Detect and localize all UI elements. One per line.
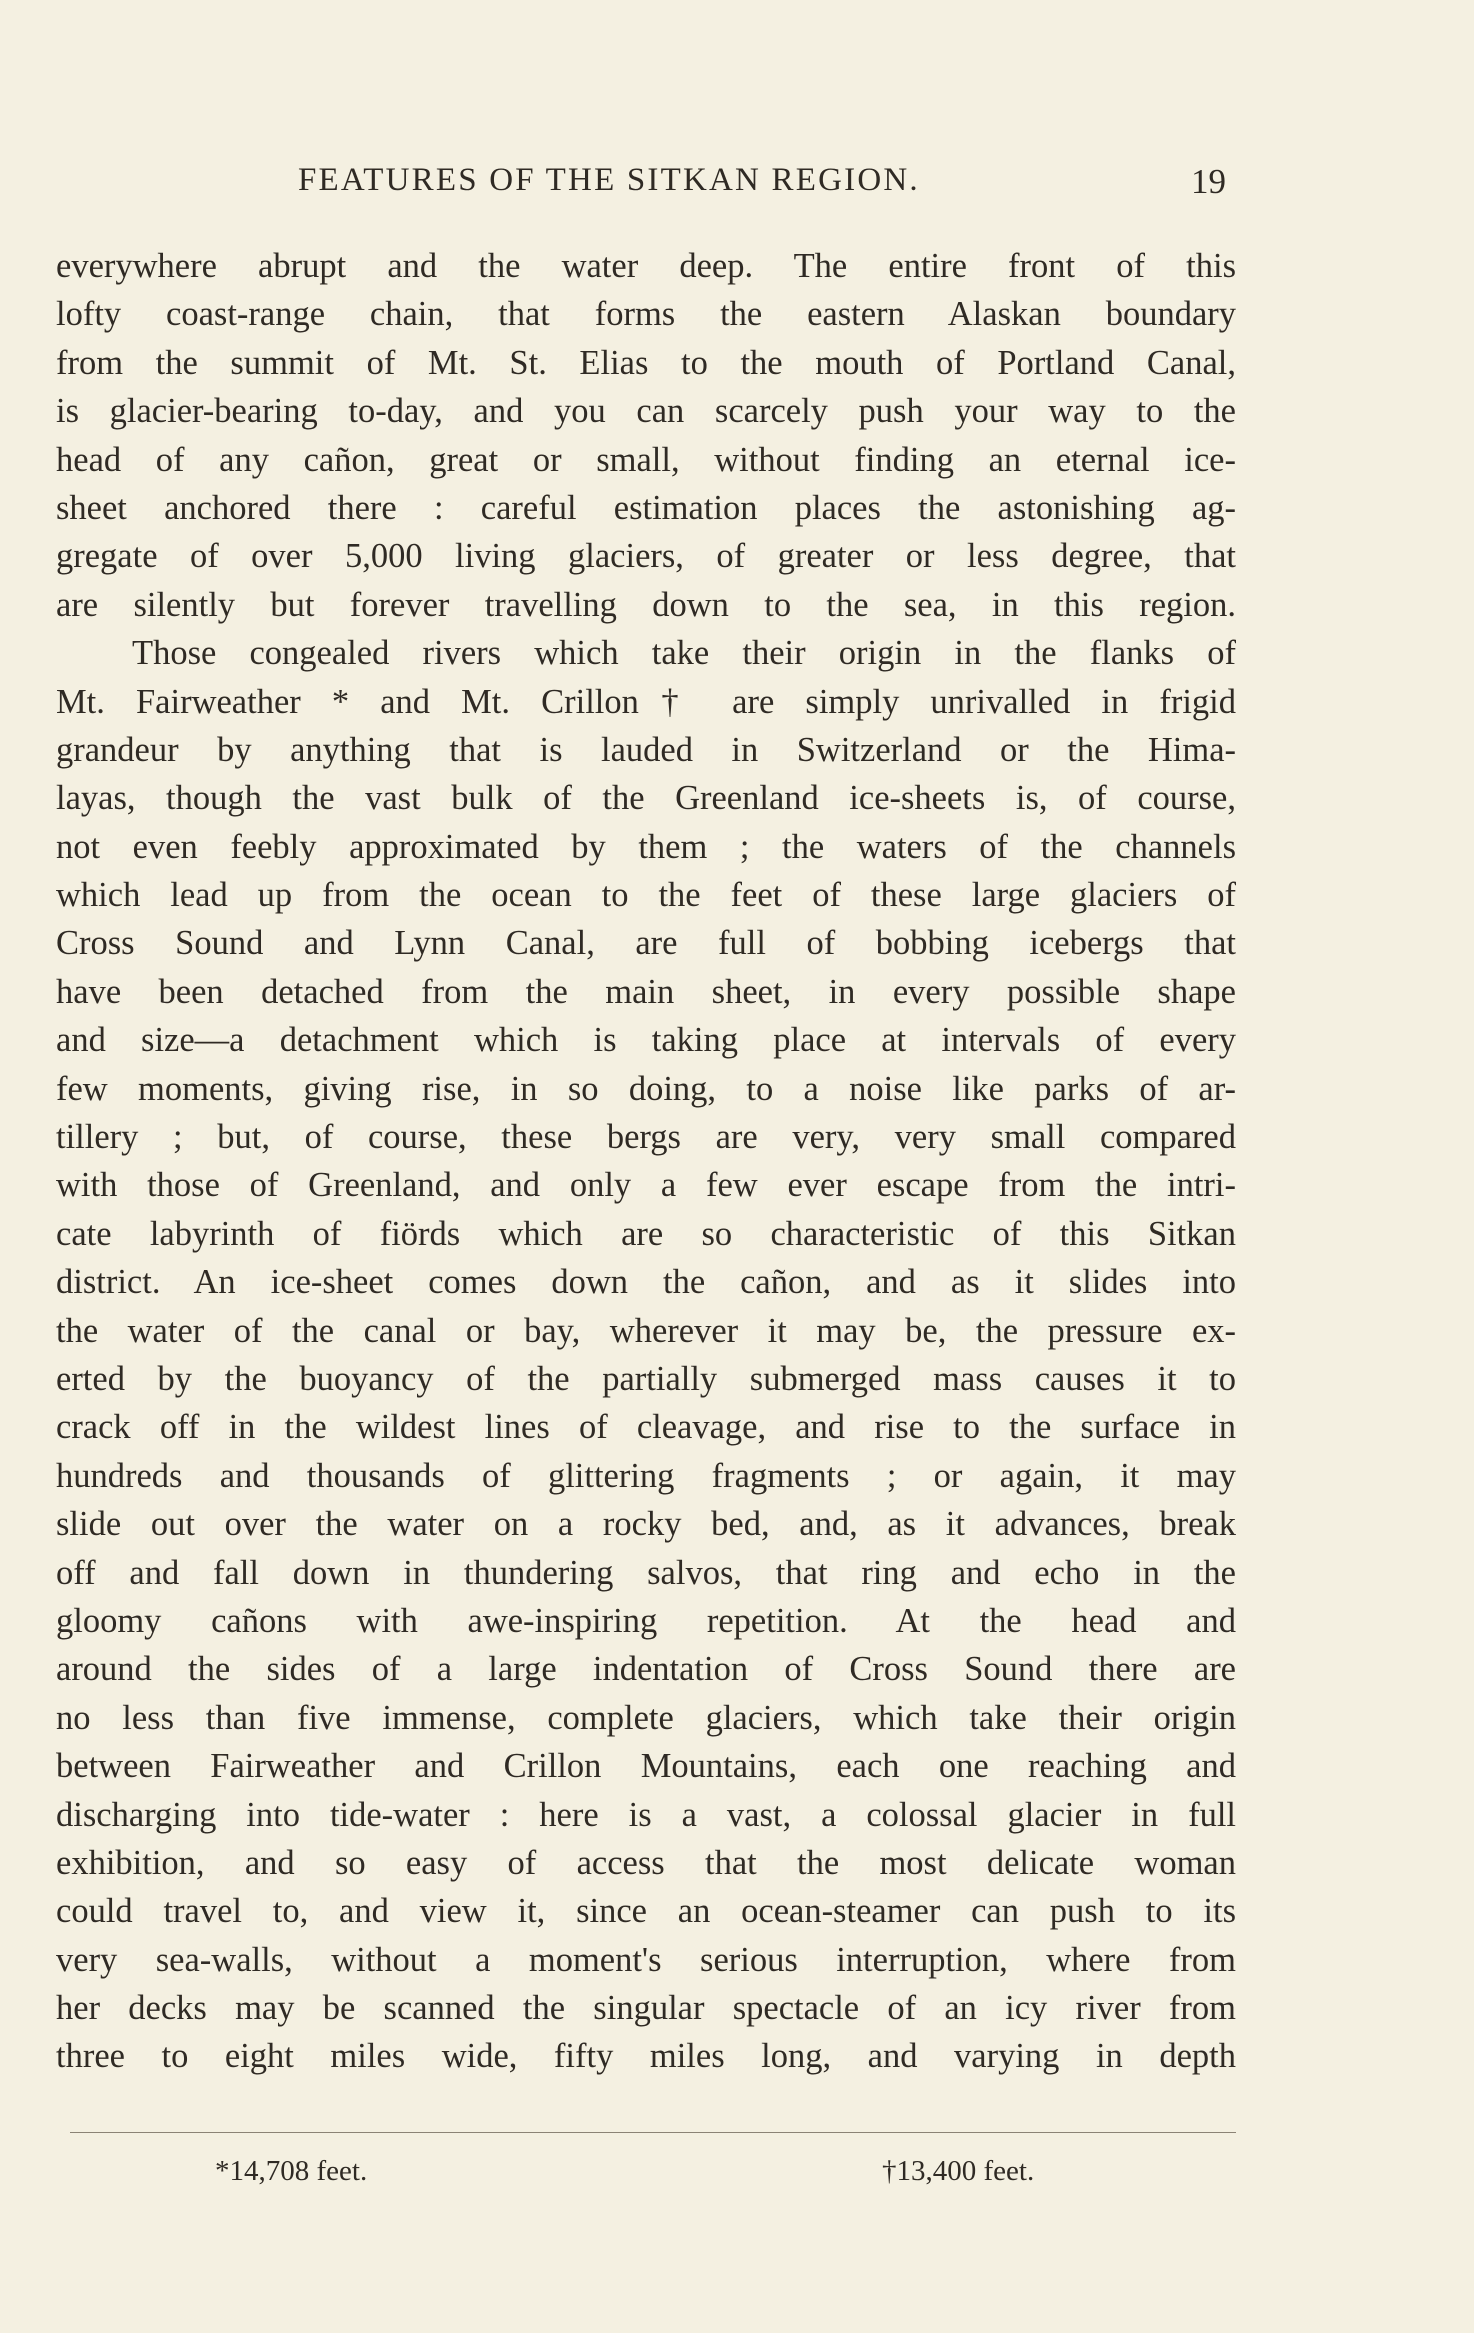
text-line: lofty coast-range chain, that forms the eastern Alaskan boundary bbox=[56, 295, 1236, 334]
text-line: three to eight miles wide, fifty miles long, and varying in depth bbox=[56, 2037, 1236, 2076]
text-line: Cross Sound and Lynn Canal, are full of bobbing icebergs that bbox=[56, 924, 1236, 963]
text-line: cate labyrinth of fiörds which are so characteristic of this Sitkan bbox=[56, 1214, 1236, 1253]
text-line: sheet anchored there : careful estimation places the astonishing ag- bbox=[56, 488, 1236, 527]
footnote-fairweather: *14,708 feet. bbox=[215, 2155, 368, 2187]
text-line: slide out over the water on a rocky bed, and, as it advances, break bbox=[56, 1505, 1236, 1544]
text-line: from the summit of Mt. St. Elias to the mouth of Portland Canal, bbox=[56, 343, 1236, 382]
text-line: no less than five immense, complete glaciers, which take their origin bbox=[56, 1698, 1236, 1737]
text-line: off and fall down in thundering salvos, that ring and echo in the bbox=[56, 1553, 1236, 1592]
body-text bbox=[56, 242, 1236, 2081]
text-line: Those congealed rivers which take their origin in the flanks of bbox=[132, 634, 1236, 673]
text-line: which lead up from the ocean to the feet of these large glaciers of bbox=[56, 876, 1236, 915]
text-line: around the sides of a large indentation of Cross Sound there are bbox=[56, 1650, 1236, 1689]
text-line: everywhere abrupt and the water deep. The entire front of this bbox=[56, 247, 1236, 285]
text-line: and size—a detachment which is taking place at intervals of every bbox=[56, 1021, 1236, 1060]
text-line: erted by the buoyancy of the partially submerged mass causes it to bbox=[56, 1359, 1236, 1398]
running-header bbox=[0, 162, 1474, 212]
text-line: gregate of over 5,000 living glaciers, of greater or less degree, that bbox=[56, 537, 1236, 576]
text-line: could travel to, and view it, since an ocean-steamer can push to its bbox=[56, 1892, 1236, 1931]
text-line: with those of Greenland, and only a few ever escape from the intri- bbox=[56, 1166, 1236, 1205]
text-line: very sea-walls, without a moment's serious interruption, where from bbox=[56, 1940, 1236, 1979]
text-line: tillery ; but, of course, these bergs are very, very small compared bbox=[56, 1118, 1236, 1157]
text-line: layas, though the vast bulk of the Greenland ice-sheets is, of course, bbox=[56, 779, 1236, 818]
text-line: her decks may be scanned the singular spectacle of an icy river from bbox=[56, 1989, 1236, 2028]
text-line: hundreds and thousands of glittering fragments ; or again, it may bbox=[56, 1456, 1236, 1495]
footnotes bbox=[0, 2155, 1474, 2195]
text-line: crack off in the wildest lines of cleavage, and rise to the surface in bbox=[56, 1408, 1236, 1447]
text-line: gloomy cañons with awe-inspiring repetition. At the head and bbox=[56, 1601, 1236, 1640]
footnote-crillon: †13,400 feet. bbox=[882, 2155, 1035, 2187]
text-line: head of any cañon, great or small, without finding an eternal ice- bbox=[56, 440, 1236, 479]
text-line: district. An ice-sheet comes down the cañon, and as it slides into bbox=[56, 1263, 1236, 1302]
text-line: exhibition, and so easy of access that the most delicate woman bbox=[56, 1843, 1236, 1882]
running-title: FEATURES OF THE SITKAN REGION. bbox=[298, 162, 920, 198]
text-line: is glacier-bearing to-day, and you can scarcely push your way to the bbox=[56, 392, 1236, 431]
text-line: have been detached from the main sheet, in every possible shape bbox=[56, 972, 1236, 1011]
text-line: grandeur by anything that is lauded in Switzerland or the Hima- bbox=[56, 730, 1236, 769]
text-line: Mt. Fairweather * and Mt. Crillon† are simply unrivalled in frigid bbox=[56, 682, 1236, 721]
text-line: the water of the canal or bay, wherever it may be, the pressure ex- bbox=[56, 1311, 1236, 1350]
text-line: between Fairweather and Crillon Mountains, each one reaching and bbox=[56, 1747, 1236, 1786]
text-line: discharging into tide-water : here is a vast, a colossal glacier in full bbox=[56, 1795, 1236, 1834]
page-number: 19 bbox=[1191, 162, 1226, 201]
text-line: few moments, giving rise, in so doing, to a noise like parks of ar- bbox=[56, 1069, 1236, 1108]
text-line: not even feebly approximated by them ; the waters of the channels bbox=[56, 827, 1236, 866]
footnote-divider bbox=[70, 2132, 1236, 2133]
text-line: are silently but forever travelling down to the sea, in this region. bbox=[56, 585, 1236, 624]
